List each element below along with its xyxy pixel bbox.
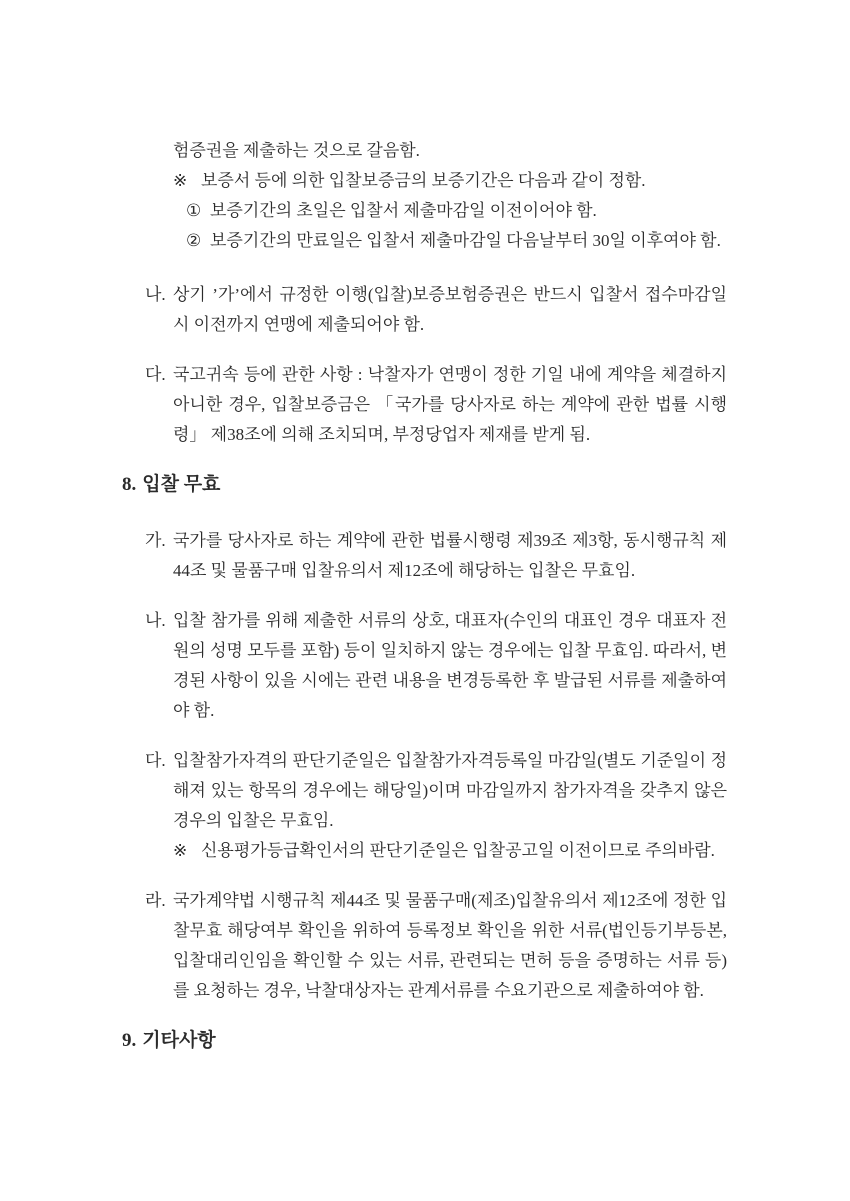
section8-item-ga <box>145 526 728 586</box>
section8-item-na-body <box>173 606 727 726</box>
section8-item-ra-body <box>173 886 727 1006</box>
circled-one-marker: ① <box>186 201 202 220</box>
section9-title: 기타사항 <box>142 1030 216 1051</box>
bond-period-subitem-1 <box>186 196 727 226</box>
reference-mark: ※ <box>173 171 188 190</box>
section8-item-da <box>145 746 728 866</box>
section8-item-ga-text: 국가를 당사자로 하는 계약에 관한 법률시행령 제39조 제3항, 동시행규칙 제44조 및 물품구매 입찰유의서 제12조에 해당하는 입찰은 무효임. <box>173 531 727 580</box>
section7-ga-continuation <box>173 136 727 256</box>
section7-item-da-body <box>173 360 727 450</box>
reference-mark-2: ※ <box>173 841 188 860</box>
bond-period-note-text: 보증서 등에 의한 입찰보증금의 보증기간은 다음과 같이 정함. <box>201 171 646 190</box>
item-marker-na2: 나. <box>145 611 166 630</box>
bond-period-subitem-1-text: 보증기간의 초일은 입찰서 제출마감일 이전이어야 함. <box>210 201 597 220</box>
section7-item-da-text: 국고귀속 등에 관한 사항 : 낙찰자가 연맹이 정한 기일 내에 계약을 체결하지 아니한 경우, 입찰보증금은 「국가를 당사자로 하는 계약에 관한 법률 시행령」 제38조에 의해 조치되며, 부정당업자 제재를 받게 됨. <box>173 365 727 444</box>
section9-heading <box>122 1026 728 1056</box>
section8-item-ra <box>145 886 728 1006</box>
item-marker-na: 나. <box>145 285 166 304</box>
section7-item-na-text: 상기 ’가’에서 규정한 이행(입찰)보증보험증권은 반드시 입찰서 접수마감일시 이전까지 연맹에 제출되어야 함. <box>173 285 727 334</box>
bond-period-subitem-2-text: 보증기간의 만료일은 입찰서 제출마감일 다음날부터 30일 이후여야 함. <box>210 231 721 250</box>
item-marker-da2: 다. <box>145 751 166 770</box>
circled-two-marker: ② <box>186 231 202 250</box>
section8-number: 8. <box>122 474 137 495</box>
credit-rating-note <box>173 836 727 866</box>
section9-number: 9. <box>122 1030 137 1051</box>
section8-item-ra-text: 국가계약법 시행규칙 제44조 및 물품구매(제조)입찰유의서 제12조에 정한 입찰무효 해당여부 확인을 위하여 등록정보 확인을 위한 서류(법인등기부등본, 입찰대리인임을 확인할 수 있는 서류, 관련되는 면허 등을 증명하는 서류 등)를 요청하는 경우, 낙찰대상자는 관계서류를 수요기관으로 제출하여야 함. <box>173 891 727 1000</box>
section8-heading <box>122 470 728 500</box>
item-marker-da: 다. <box>145 365 166 384</box>
section8-title: 입찰 무효 <box>142 474 221 495</box>
item-marker-ra: 라. <box>145 891 166 910</box>
section8-item-da-text: 입찰참가자격의 판단기준일은 입찰참가자격등록일 마감일(별도 기준일이 정해져 있는 항목의 경우에는 해당일)이며 마감일까지 참가자격을 갖추지 않은 경우의 입찰은 무효임. <box>173 751 727 830</box>
section7-item-da <box>145 360 728 450</box>
section8-item-da-body <box>173 746 727 866</box>
section7-item-na-body <box>173 280 727 340</box>
section8-item-na <box>145 606 728 726</box>
bond-period-note <box>173 166 727 196</box>
continuation-line: 험증권을 제출하는 것으로 갈음함. <box>173 141 420 160</box>
item-marker-ga: 가. <box>145 531 166 550</box>
bond-period-subitem-2 <box>186 226 727 256</box>
section7-item-na <box>145 280 728 340</box>
section8-item-ga-body <box>173 526 727 586</box>
section8-item-na-text: 입찰 참가를 위해 제출한 서류의 상호, 대표자(수인의 대표인 경우 대표자 전원의 성명 모두를 포함) 등이 일치하지 않는 경우에는 입찰 무효임. 따라서, 변경된 사항이 있을 시에는 관련 내용을 변경등록한 후 발급된 서류를 제출하여야 함. <box>173 611 727 720</box>
credit-rating-note-text: 신용평가등급확인서의 판단기준일은 입찰공고일 이전이므로 주의바람. <box>201 841 715 860</box>
